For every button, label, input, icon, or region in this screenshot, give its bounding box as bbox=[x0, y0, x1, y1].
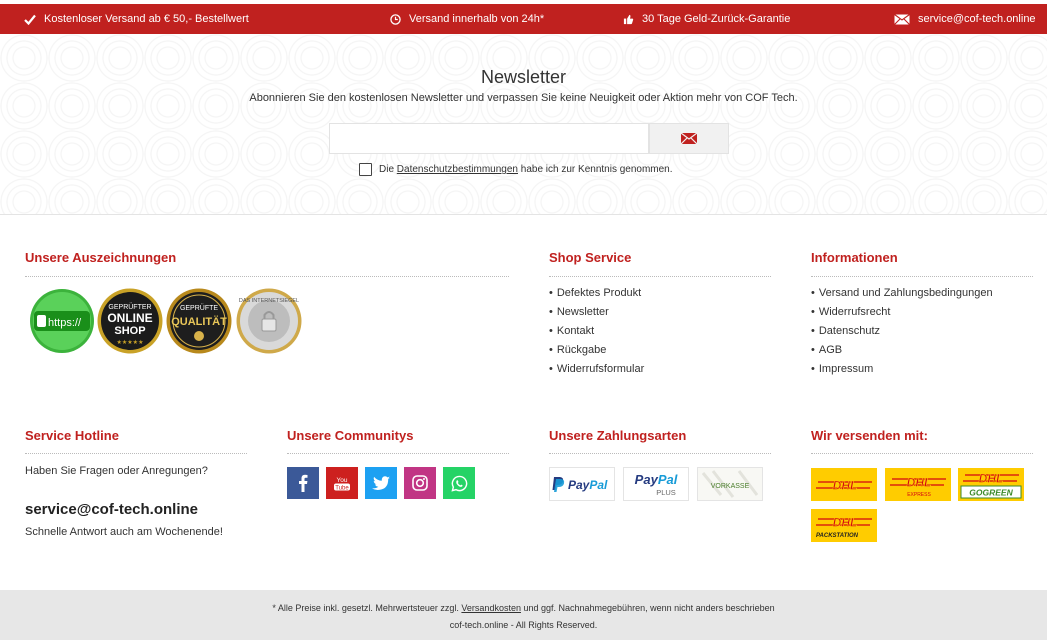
informationen-heading: Informationen bbox=[811, 250, 898, 265]
shipping-costs-link[interactable]: Versandkosten bbox=[461, 603, 521, 613]
paypal-plus-icon bbox=[625, 469, 687, 499]
quality-seal-icon bbox=[166, 288, 232, 354]
hotline-divider bbox=[25, 453, 247, 454]
online-shop-bot-text: SHOP bbox=[114, 325, 146, 337]
svg-text:You: You bbox=[336, 477, 348, 484]
guarantee-text: 30 Tage Geld-Zurück-Garantie bbox=[642, 13, 791, 25]
newsletter-subtitle: Abonnieren Sie den kostenlosen Newsletter und verpassen Sie keine Neuigkeit oder Aktion mehr von COF Tech. bbox=[249, 92, 798, 104]
paypal-icon bbox=[551, 473, 613, 495]
consent-text bbox=[379, 164, 673, 175]
free-shipping-text: Kostenloser Versand ab € 50,- Bestellwert bbox=[44, 13, 249, 25]
shipping-heading: Wir versenden mit: bbox=[811, 428, 928, 443]
envelope-icon bbox=[681, 133, 697, 144]
dhl-express-logo bbox=[885, 468, 951, 501]
shop-service-item[interactable]: • Rückgabe bbox=[549, 344, 607, 356]
paypal-logo bbox=[549, 467, 615, 501]
newsletter-submit-button[interactable] bbox=[649, 123, 729, 154]
vorkasse-logo bbox=[697, 467, 763, 501]
paypal-plus-label: PLUS bbox=[656, 488, 676, 497]
dhl-gogreen-icon bbox=[959, 469, 1023, 501]
paypal-plus-pay-text: Pay bbox=[634, 472, 658, 487]
twitter-button[interactable] bbox=[365, 467, 397, 499]
consent-prefix: Die bbox=[379, 164, 395, 175]
tax-notice-prefix: * Alle Preise inkl. gesetzl. Mehrwertsteuer zzgl. bbox=[272, 603, 459, 613]
vorkasse-label: VORKASSE bbox=[710, 483, 750, 490]
dhl-icon bbox=[814, 473, 874, 497]
payments-heading: Unsere Zahlungsarten bbox=[549, 428, 687, 443]
privacy-policy-link[interactable]: Datenschutzbestimmungen bbox=[396, 164, 518, 175]
online-shop-seal-icon bbox=[97, 288, 163, 354]
shop-service-list bbox=[549, 284, 644, 379]
informationen-divider bbox=[811, 276, 1033, 277]
informationen-list bbox=[811, 284, 993, 379]
shop-service-item[interactable]: • Widerrufsformular bbox=[549, 363, 645, 375]
informationen-item[interactable]: • Widerrufsrecht bbox=[811, 306, 891, 318]
quality-badge[interactable] bbox=[166, 288, 232, 354]
dhl-express-icon bbox=[888, 471, 948, 499]
dhl-packstation-sub: PACKSTATION bbox=[816, 532, 858, 539]
copyright-text: cof-tech.online - All Rights Reserved. bbox=[449, 620, 598, 630]
shop-service-item[interactable]: • Newsletter bbox=[549, 306, 609, 318]
https-badge[interactable] bbox=[29, 288, 95, 354]
instagram-button[interactable] bbox=[404, 467, 436, 499]
dhl-express-sub: EXPRESS bbox=[907, 491, 931, 498]
hotline-note: Schnelle Antwort auch am Wochenende! bbox=[25, 526, 223, 538]
internet-seal-text: DAS INTERNETSIEGEL bbox=[238, 298, 300, 304]
internet-seal-badge[interactable] bbox=[236, 288, 302, 354]
paypal-pal-text: Pal bbox=[589, 478, 608, 492]
dhl-gogreen-logo bbox=[958, 468, 1024, 501]
paypal-plus-logo bbox=[623, 467, 689, 501]
twitter-icon bbox=[372, 476, 390, 491]
svg-text:PayPal bbox=[568, 478, 608, 492]
guarantee-info bbox=[623, 4, 790, 34]
hotline-question: Haben Sie Fragen oder Anregungen? bbox=[25, 465, 208, 477]
vorkasse-icon bbox=[699, 469, 761, 499]
dhl-express-text: DHL bbox=[906, 475, 932, 489]
topbar-email[interactable]: service@cof-tech.online bbox=[918, 13, 1036, 25]
free-shipping-info bbox=[24, 4, 249, 34]
copyright-footer bbox=[0, 590, 1047, 640]
shop-service-divider bbox=[549, 276, 771, 277]
delivery-info bbox=[390, 4, 544, 34]
dhl-packstation-icon bbox=[812, 511, 876, 541]
whatsapp-button[interactable] bbox=[443, 467, 475, 499]
thumbs-up-icon bbox=[623, 14, 634, 25]
privacy-checkbox[interactable] bbox=[359, 163, 372, 176]
online-shop-top-text: GEPRÜFTER bbox=[108, 304, 152, 311]
quality-top-text: GEPRÜFTE bbox=[179, 305, 219, 312]
facebook-icon bbox=[298, 474, 308, 492]
shop-service-heading: Shop Service bbox=[549, 250, 632, 265]
dhl-logo bbox=[811, 468, 877, 501]
paypal-plus-pal-text: Pal bbox=[657, 472, 678, 487]
paypal-pay-text: Pay bbox=[568, 478, 590, 492]
whatsapp-icon bbox=[451, 475, 468, 492]
communities-divider bbox=[287, 453, 509, 454]
payments-divider bbox=[549, 453, 771, 454]
instagram-icon bbox=[412, 475, 428, 491]
online-shop-badge[interactable] bbox=[97, 288, 163, 354]
dhl-gogreen-sub: GOGREEN bbox=[969, 487, 1013, 497]
dhl-packstation-logo bbox=[811, 509, 877, 542]
shipping-divider bbox=[811, 453, 1033, 454]
hotline-heading: Service Hotline bbox=[25, 428, 119, 443]
envelope-icon bbox=[894, 14, 910, 25]
https-seal-icon bbox=[29, 288, 95, 354]
newsletter-section bbox=[0, 34, 1047, 215]
hotline-email[interactable]: service@cof-tech.online bbox=[25, 501, 199, 518]
informationen-item[interactable]: • Versand und Zahlungsbedingungen bbox=[811, 287, 993, 299]
check-icon bbox=[24, 14, 36, 25]
shop-service-item[interactable]: • Defektes Produkt bbox=[549, 287, 642, 299]
svg-text:★★★★★: ★★★★★ bbox=[116, 340, 144, 346]
awards-divider bbox=[25, 276, 509, 277]
informationen-item[interactable]: • Impressum bbox=[811, 363, 874, 375]
newsletter-title: Newsletter bbox=[480, 67, 567, 87]
youtube-button[interactable] bbox=[326, 467, 358, 499]
https-badge-text: https:// bbox=[48, 317, 82, 329]
dhl-packstation-text: DHL bbox=[832, 515, 858, 529]
top-info-bar bbox=[0, 4, 1047, 34]
delivery-text: Versand innerhalb von 24h* bbox=[409, 13, 545, 25]
facebook-button[interactable] bbox=[287, 467, 319, 499]
tax-notice bbox=[0, 603, 1047, 613]
awards-heading: Unsere Auszeichnungen bbox=[25, 250, 177, 265]
quality-mid-text: QUALITÄT bbox=[171, 316, 227, 328]
consent-suffix: habe ich zur Kenntnis genommen. bbox=[520, 164, 673, 175]
shop-service-item[interactable]: • Kontakt bbox=[549, 325, 595, 337]
communities-heading: Unsere Communitys bbox=[287, 428, 414, 443]
informationen-item[interactable]: • AGB bbox=[811, 344, 843, 356]
newsletter-email-input[interactable] bbox=[329, 123, 649, 154]
informationen-item[interactable]: • Datenschutz bbox=[811, 325, 881, 337]
internet-seal-icon bbox=[236, 288, 302, 354]
clock-icon bbox=[390, 14, 401, 25]
privacy-consent bbox=[359, 163, 673, 176]
online-shop-mid-text: ONLINE bbox=[107, 311, 153, 325]
email-info[interactable] bbox=[894, 4, 1036, 34]
svg-text:PayPal bbox=[635, 472, 678, 487]
svg-text:Tube: Tube bbox=[335, 485, 349, 491]
dhl-text: DHL bbox=[832, 478, 858, 492]
youtube-icon bbox=[332, 475, 352, 491]
dhl-gogreen-text: DHL bbox=[978, 471, 1004, 485]
tax-notice-suffix: und ggf. Nachnahmegebühren, wenn nicht anders beschrieben bbox=[523, 603, 775, 613]
